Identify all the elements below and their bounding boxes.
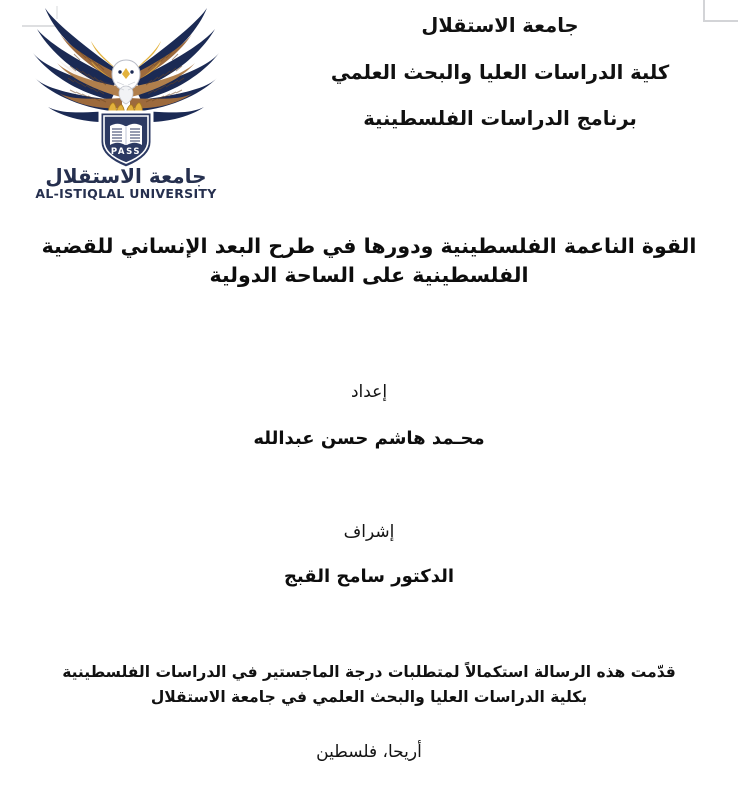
program-name: برنامج الدراسات الفلسطينية bbox=[363, 107, 637, 130]
submission-statement bbox=[0, 660, 738, 710]
university-logo bbox=[16, 2, 236, 202]
logo-english-wordmark: AL-ISTIQLAL UNIVERSITY bbox=[35, 186, 217, 201]
supervisor-name: الدكتور سامح القبج bbox=[283, 566, 455, 587]
open-book-icon bbox=[110, 124, 142, 145]
eagle-head bbox=[112, 60, 140, 104]
thesis-title-line-2: الفلسطينية على الساحة الدولية bbox=[209, 263, 529, 288]
author-label: إعداد bbox=[350, 382, 388, 402]
shield-pass-text: PASS bbox=[110, 147, 142, 157]
submission-line-2: بكلية الدراسات العليا والبحث العلمي في جامعة الاستقلال bbox=[150, 688, 588, 707]
supervisor-label-block bbox=[0, 522, 738, 542]
shield bbox=[100, 112, 152, 168]
university-name: جامعة الاستقلال bbox=[421, 14, 579, 37]
logo-arabic-wordmark: جامعة الاستقلال bbox=[45, 164, 207, 188]
supervisor-name-block bbox=[0, 566, 738, 588]
author-label-block bbox=[0, 382, 738, 402]
supervisor-label: إشراف bbox=[343, 522, 395, 542]
author-name-block bbox=[0, 428, 738, 450]
submission-line-1: قدّمت هذه الرسالة استكمالاً لمتطلبات درجة الماجستير في الدراسات الفلسطينية bbox=[62, 663, 676, 681]
header-block bbox=[280, 16, 720, 129]
location-text: أريحا، فلسطين bbox=[316, 742, 422, 762]
thesis-title bbox=[0, 232, 738, 290]
faculty-name: كلية الدراسات العليا والبحث العلمي bbox=[330, 60, 670, 84]
location-block bbox=[0, 742, 738, 762]
thesis-title-line-1: القوة الناعمة الفلسطينية ودورها في طرح البعد الإنساني للقضية bbox=[41, 234, 697, 258]
author-name: محـمد هاشم حسن عبدالله bbox=[253, 428, 485, 449]
